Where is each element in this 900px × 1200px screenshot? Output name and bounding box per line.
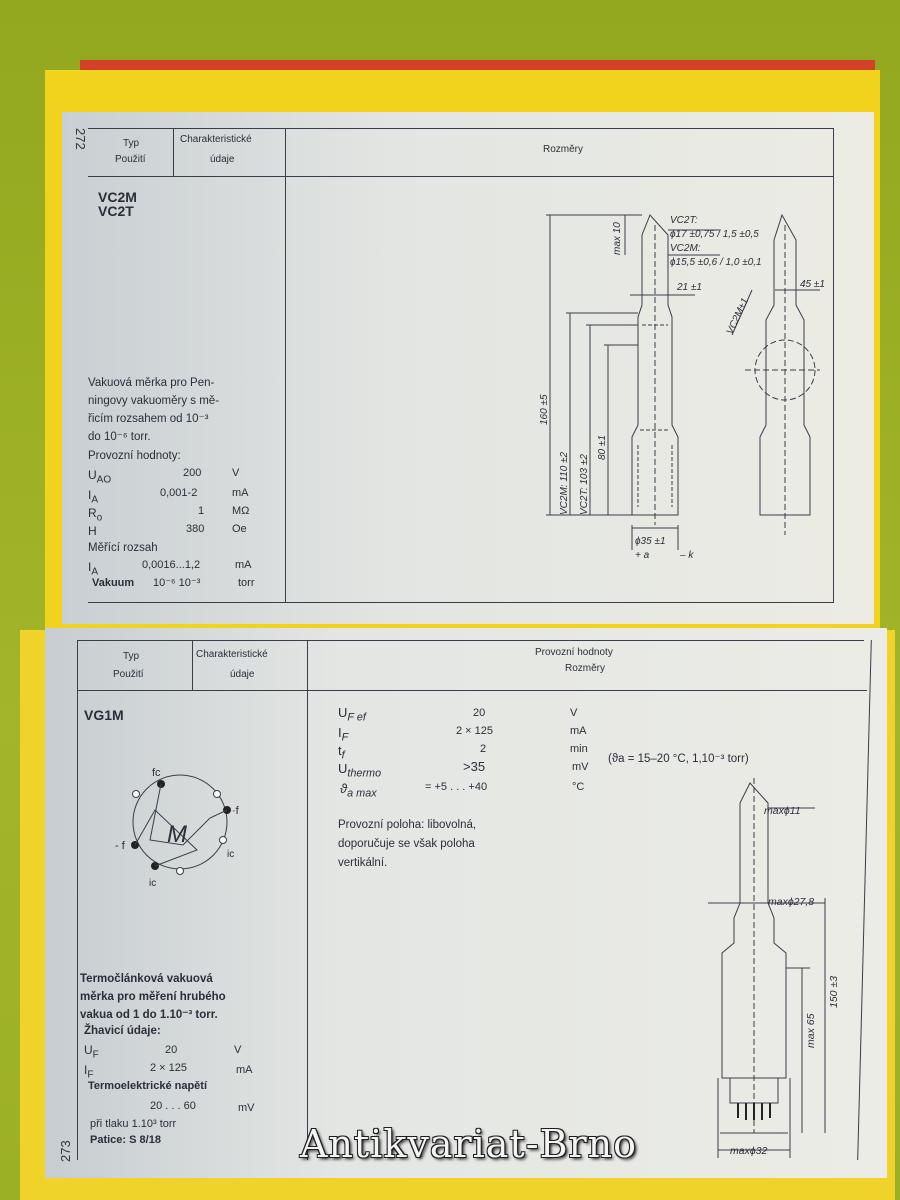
operating-condition: (ϑa = 15–20 °C, 1,10⁻³ torr)	[608, 753, 749, 765]
type-name: VC2T	[98, 203, 134, 219]
dim-103: VC2T: 103 ±2	[579, 454, 590, 515]
dim-45: 45 ±1	[800, 279, 825, 290]
param-unit: MΩ	[232, 505, 250, 517]
param-name: U	[338, 761, 348, 776]
param-name: H	[88, 524, 97, 538]
position-text: doporučuje se však poloha	[338, 838, 475, 850]
param-sub: F ef	[347, 711, 366, 724]
dim-21: 21 ±1	[677, 282, 702, 293]
param-value: 10⁻⁶ 10⁻³	[153, 577, 201, 589]
param-sub: a max	[347, 787, 377, 800]
header-typ: Typ	[123, 138, 140, 149]
param-value: 2 × 125	[456, 725, 494, 737]
table-header-divider	[88, 176, 833, 177]
col-divider	[173, 128, 174, 176]
dim-vc2m-side: VC2M±1	[724, 296, 752, 337]
param-name: I	[338, 725, 342, 740]
dim-150: 150 ±3	[828, 975, 840, 1008]
param-unit: mA	[570, 725, 587, 737]
description-line: ningovy vakuoměry s mě-	[88, 395, 220, 407]
type-name: VG1M	[84, 707, 124, 723]
col-divider	[285, 128, 286, 603]
page-number-top: 272	[73, 128, 88, 150]
param-name: I	[88, 488, 92, 502]
page-number-bottom: 273	[58, 1140, 73, 1162]
param-value: 20	[165, 1044, 178, 1056]
vc2m-label: VC2M:	[670, 243, 701, 254]
param-value: 0,001-2	[160, 487, 198, 499]
param-unit: Oe	[232, 523, 247, 535]
param-sub: f	[341, 749, 345, 762]
description-line: řicím rozsahem od 10⁻³	[88, 413, 209, 425]
table-border	[833, 128, 834, 603]
watermark: Antikvariat-Brno	[300, 1122, 638, 1166]
param-value: 1	[198, 505, 205, 517]
param-sub: F	[92, 1049, 99, 1061]
pin-label: ·f	[232, 805, 239, 817]
param-value: 380	[186, 523, 205, 535]
header-char1: Charakteristické	[196, 649, 268, 660]
thermo-unit: mV	[238, 1102, 255, 1114]
dim-max65: max 65	[805, 1013, 817, 1048]
param-unit: °C	[572, 781, 585, 793]
vc2t-label: VC2T:	[670, 215, 698, 226]
col-divider	[307, 640, 308, 1160]
thermo-title: Termoelektrické napětí	[88, 1080, 208, 1092]
dim-max10: max 10	[612, 222, 623, 255]
plus-a: + a	[635, 550, 650, 561]
pin-label: ic	[149, 878, 157, 889]
param-name: U	[84, 1043, 93, 1057]
param-value: 20	[473, 707, 486, 719]
param-value: >35	[463, 759, 486, 774]
param-name: Vakuum	[92, 577, 135, 589]
param-value: = +5 . . . +40	[425, 781, 488, 793]
param-unit: mA	[235, 559, 252, 571]
description-line: Vakuová měrka pro Pen-	[88, 377, 215, 389]
param-sub: A	[91, 494, 99, 506]
zhavici-title: Žhavicí údaje:	[84, 1025, 161, 1037]
vg1m-tube-drawing	[690, 778, 860, 1163]
param-sub: o	[96, 512, 103, 524]
header-rozmery: Rozměry	[543, 144, 584, 155]
description-line: vakua od 1 do 1.10⁻³ torr.	[80, 1009, 218, 1021]
param-unit: V	[234, 1044, 242, 1056]
param-unit: min	[570, 743, 588, 755]
param-value: 200	[183, 467, 202, 479]
dim-max278: maxϕ27,8	[768, 896, 815, 908]
param-sub: F	[87, 1069, 94, 1081]
dim-35: ϕ35 ±1	[635, 536, 666, 547]
pin-letter: M	[167, 821, 187, 848]
header-char2: údaje	[230, 669, 255, 680]
header-char1: Charakteristické	[180, 134, 252, 145]
pin-label: fc	[152, 767, 161, 779]
description-line: měrka pro měření hrubého	[80, 991, 226, 1003]
param-value: 0,0016...1,2	[142, 559, 201, 571]
description-line: do 10⁻⁶ torr.	[88, 431, 151, 443]
param-name: R	[88, 506, 97, 520]
patice: Patice: S 8/18	[90, 1134, 161, 1146]
table-border	[88, 128, 833, 129]
header-pouziti: Použití	[115, 154, 146, 165]
param-unit: mV	[572, 761, 589, 773]
thermo-value: 20 . . . 60	[150, 1100, 196, 1112]
param-name: I	[84, 1063, 88, 1077]
param-name: I	[88, 560, 92, 574]
dim-160: 160 ±5	[539, 394, 550, 425]
col-divider	[192, 640, 193, 690]
param-sub: thermo	[347, 767, 382, 780]
table-border	[77, 640, 864, 641]
provozni-title: Provozní hodnoty:	[88, 450, 181, 462]
param-name: U	[338, 705, 348, 720]
dim-110: VC2M: 110 ±2	[559, 451, 570, 515]
pin-diagram	[105, 760, 255, 890]
param-name: t	[338, 743, 342, 758]
pressure-note: při tlaku 1.10³ torr	[90, 1118, 177, 1130]
param-unit: V	[232, 467, 240, 479]
type-name: VC2M	[98, 189, 137, 205]
minus-k: – k	[680, 550, 694, 561]
vc2t-dim: ϕ17 ±0,75 / 1,5 ±0,5	[670, 229, 759, 240]
header-pouziti: Použití	[113, 669, 144, 680]
param-unit: mA	[232, 487, 249, 499]
param-sub: AO	[96, 474, 112, 486]
header-provozni: Provozní hodnoty	[535, 647, 613, 658]
description-line: Termočlánková vakuová	[80, 973, 213, 985]
param-name: ϑ	[340, 781, 348, 796]
dim-80: 80 ±1	[597, 435, 608, 460]
merici-title: Měřící rozsah	[88, 542, 158, 554]
param-unit: torr	[238, 577, 255, 589]
param-value: 2 × 125	[150, 1062, 188, 1074]
param-unit: V	[570, 707, 578, 719]
table-border	[88, 602, 833, 603]
position-text: Provozní poloha: libovolná,	[338, 819, 477, 831]
param-name: U	[88, 468, 97, 482]
dim-max11: maxϕ11	[764, 805, 801, 817]
param-unit: mA	[236, 1064, 253, 1076]
header-typ: Typ	[123, 651, 140, 662]
param-sub: F	[341, 731, 349, 744]
position-text: vertikální.	[338, 857, 388, 869]
pin-label: - f	[115, 840, 125, 852]
header-char2: údaje	[210, 154, 235, 165]
param-value: 2	[480, 743, 487, 755]
table-border	[77, 640, 78, 1160]
pin-label: ic	[227, 849, 235, 860]
param-sub: A	[91, 566, 99, 578]
dim-max32: maxϕ32	[730, 1145, 768, 1157]
vc2m-dim: ϕ15,5 ±0,6 / 1,0 ±0,1	[670, 257, 762, 268]
vc2-tube-drawing	[520, 195, 825, 575]
table-header-divider	[77, 690, 867, 691]
header-rozmery: Rozměry	[565, 663, 606, 674]
